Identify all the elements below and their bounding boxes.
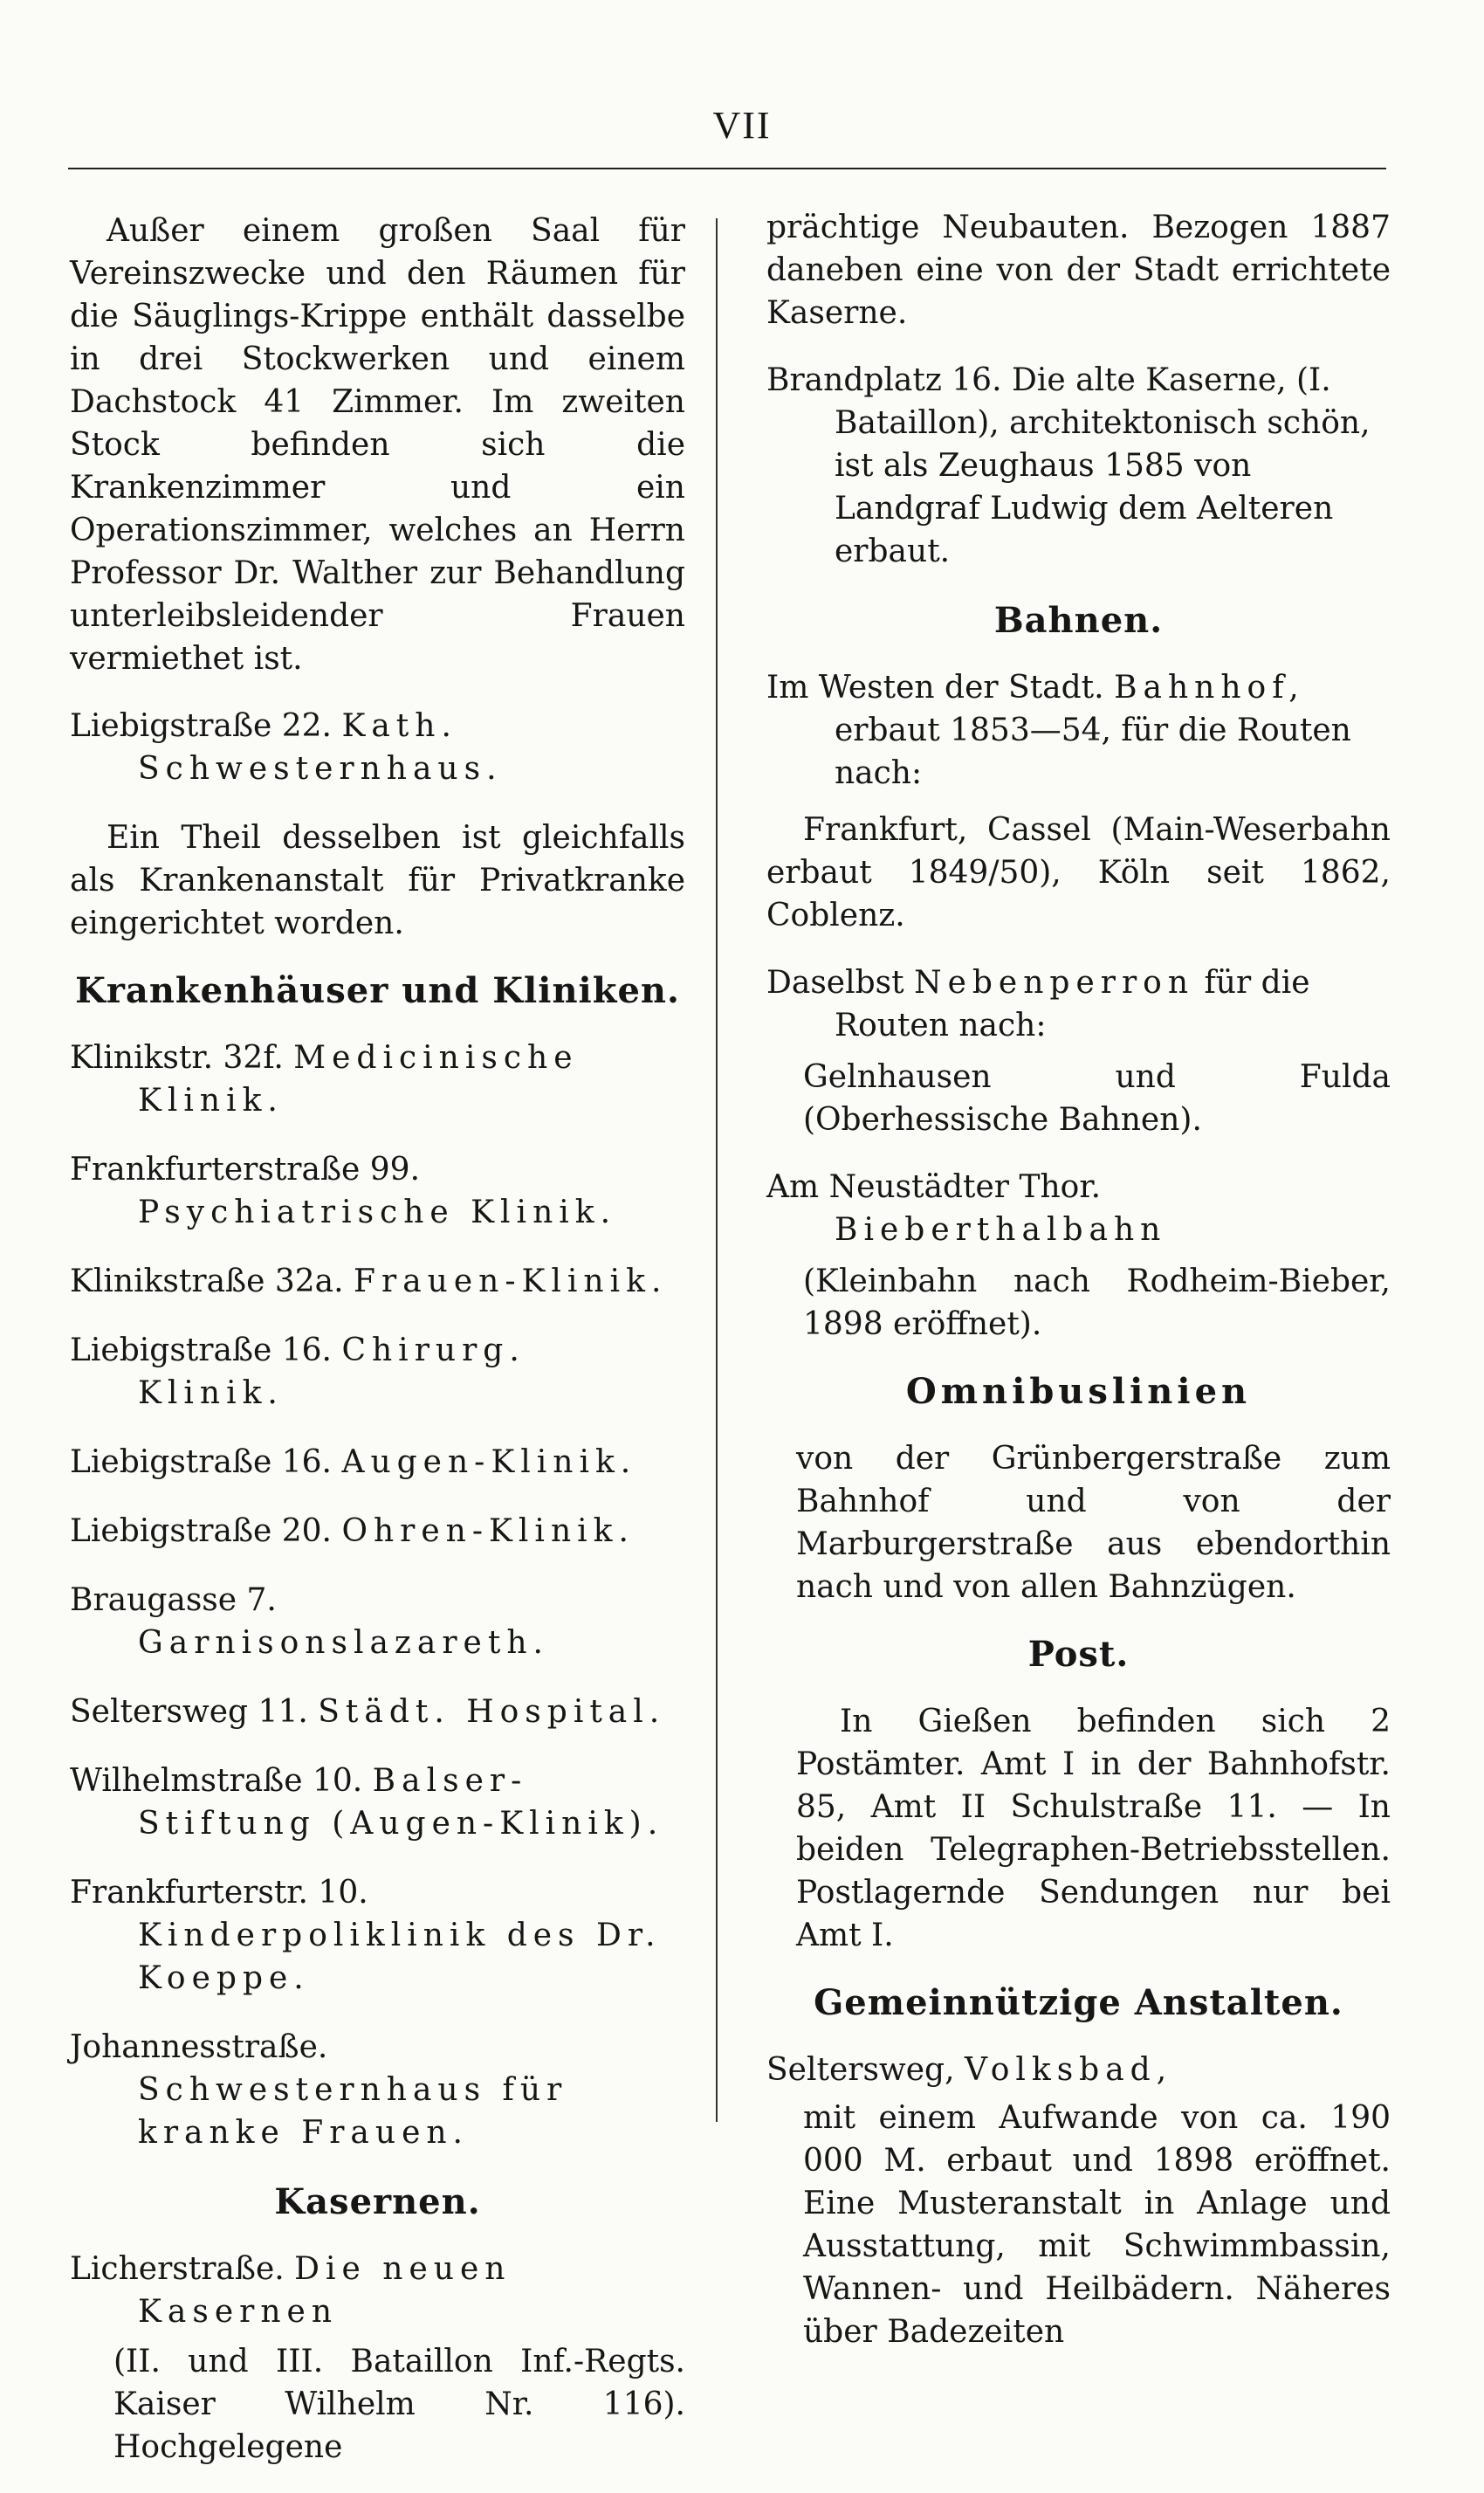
- entry-address: Frankfurterstr. 10.: [70, 1875, 368, 1911]
- entry-name: Kath. Schwesternhaus.: [138, 708, 503, 787]
- side-platform-entry: [766, 961, 1391, 1047]
- entry-name: Volksbad,: [965, 2052, 1173, 2088]
- post-text: In Gießen befinden sich 2 Postämter. Amt I in der Bahnhofstr. 85, Amt II Schulstraße 11. — In beiden Telegraphen-Betriebsstellen. Postlagernde Sendungen nur bei Amt I.: [796, 1704, 1391, 1953]
- hospital-entry: [70, 2026, 685, 2154]
- schwesternhaus-entry: [70, 705, 685, 790]
- entry-name: Balser-Stiftung (Augen-Klinik).: [138, 1763, 664, 1842]
- barracks-entry: [70, 2248, 685, 2333]
- public-institutions-heading: Gemeinnützige Anstalten.: [814, 1982, 1343, 2023]
- entry-text: erbaut 1853—54, für die Routen nach:: [835, 713, 1351, 791]
- station-routes: Frankfurt, Cassel (Main-Weserbahn erbaut 1849/50), Köln seit 1862, Coblenz.: [766, 812, 1391, 933]
- entry-address: Brandplatz 16.: [766, 362, 1002, 398]
- entry-address: Wilhelmstraße 10.: [70, 1763, 363, 1799]
- right-column: [766, 206, 1391, 2378]
- entry-name: Medicinische Klinik.: [138, 1040, 579, 1119]
- volksbad-entry: [766, 2049, 1391, 2091]
- entry-name: Chirurg. Klinik.: [138, 1333, 526, 1411]
- side-platform-routes: Gelnhausen und Fulda (Oberhessische Bahnen).: [803, 1059, 1391, 1138]
- hospital-entry: [70, 1510, 685, 1553]
- schwesternhaus-note: Ein Theil desselben ist gleichfalls als Krankenanstalt für Privatkranke eingerichtet worden.: [70, 820, 685, 941]
- entry-name: Garnisonslazareth.: [138, 1625, 549, 1661]
- hospital-entry: [70, 1036, 685, 1122]
- barracks-note: (II. und III. Bataillon Inf.-Regts. Kaiser Wilhelm Nr. 116). Hochgelegene: [113, 2344, 685, 2465]
- page-number: VII: [712, 104, 772, 147]
- hospital-entry: [70, 1148, 685, 1234]
- entry-name: Bahnhof,: [1114, 670, 1305, 706]
- omnibus-heading: Omnibuslinien: [905, 1371, 1252, 1412]
- volksbad-text: mit einem Aufwande von ca. 190 000 M. erbaut und 1898 eröffnet. Eine Musteranstalt in Anlage und Ausstattung, mit Schwimmbassin, Wannen- und Heilbädern. Näheres über Badezeiten: [803, 2100, 1391, 2350]
- entry-address: Liebigstraße 20.: [70, 1513, 332, 1549]
- hospital-entry: [70, 1871, 685, 2000]
- hospital-entry: [70, 1579, 685, 1664]
- entry-text: Die alte Kaserne, (I. Bataillon), architektonisch schön, ist als Zeughaus 1585 von Landgraf Ludwig dem Aelteren erbaut.: [835, 362, 1371, 569]
- entry-address: Klinikstraße 32a.: [70, 1264, 344, 1299]
- barracks-heading: Kasernen.: [274, 2181, 481, 2222]
- left-column: [70, 210, 685, 2493]
- hospital-entry: [70, 1760, 685, 1845]
- barracks-continued: prächtige Neubauten. Bezogen 1887 daneben eine von der Stadt errichtete Kaserne.: [766, 210, 1391, 331]
- entry-address: Klinikstr. 32f.: [70, 1040, 284, 1076]
- entry-name: Frauen-Klinik.: [354, 1264, 668, 1299]
- brandplatz-entry: [766, 359, 1391, 573]
- entry-name: Nebenperron: [914, 965, 1195, 1001]
- omnibus-text: von der Grünbergerstraße zum Bahnhof und von der Marburgerstraße aus ebendorthin nach und von allen Bahnzügen.: [796, 1441, 1391, 1605]
- hospitals-heading: Krankenhäuser und Kliniken.: [75, 970, 680, 1011]
- entry-name: Kinderpoliklinik des Dr. Koeppe.: [138, 1918, 662, 1996]
- intro-paragraph: Außer einem großen Saal für Vereinszwecke und den Räumen für die Säuglings-Krippe enthält dasselbe in drei Stockwerken und einem Dachstock 41 Zimmer. Im zweiten Stock befinden sich die Krankenzimmer und ein Operationszimmer, welches an Herrn Professor Dr. Walther zur Behandlung unterleibsleidender Frauen vermiethet ist.: [70, 213, 685, 677]
- entry-address: Daselbst: [766, 965, 904, 1001]
- entry-address: Johannesstraße.: [70, 2029, 328, 2065]
- entry-name: Augen-Klinik.: [341, 1444, 637, 1480]
- biebertal-entry: [766, 1166, 1391, 1251]
- entry-name: Bieberthalbahn: [835, 1212, 1167, 1248]
- post-heading: Post.: [1027, 1634, 1130, 1675]
- entry-address: Liebigstraße 22.: [70, 708, 332, 744]
- entry-name: Psychiatrische Klinik.: [138, 1195, 617, 1230]
- column-divider: [716, 218, 718, 2122]
- entry-address: Im Westen der Stadt.: [766, 670, 1104, 706]
- entry-address: Liebigstraße 16.: [70, 1444, 332, 1480]
- hospital-entry: [70, 1329, 685, 1415]
- hospital-entry: [70, 1260, 685, 1303]
- hospital-entry: [70, 1441, 685, 1484]
- entry-address: Seltersweg 11.: [70, 1694, 308, 1730]
- entry-text: für die Routen nach:: [835, 965, 1310, 1043]
- station-entry: [766, 666, 1391, 795]
- entry-address: Am Neustädter Thor.: [766, 1169, 1102, 1205]
- hospital-entry: [70, 1691, 685, 1733]
- header-rule: [68, 168, 1386, 169]
- entry-address: Seltersweg,: [766, 2052, 955, 2088]
- entry-address: Liebigstraße 16.: [70, 1333, 332, 1368]
- entry-name: Die neuen Kasernen: [138, 2251, 512, 2330]
- entry-name: Städt. Hospital.: [318, 1694, 666, 1730]
- entry-name: Ohren-Klinik.: [341, 1513, 635, 1549]
- railways-heading: Bahnen.: [993, 600, 1164, 641]
- entry-address: Frankfurterstraße 99.: [70, 1152, 421, 1188]
- entry-address: Licherstraße.: [70, 2251, 285, 2287]
- entry-name: Schwesternhaus für kranke Frauen.: [138, 2072, 568, 2151]
- entry-address: Braugasse 7.: [70, 1582, 277, 1618]
- biebertal-note: (Kleinbahn nach Rodheim-Bieber, 1898 eröffnet).: [803, 1264, 1391, 1342]
